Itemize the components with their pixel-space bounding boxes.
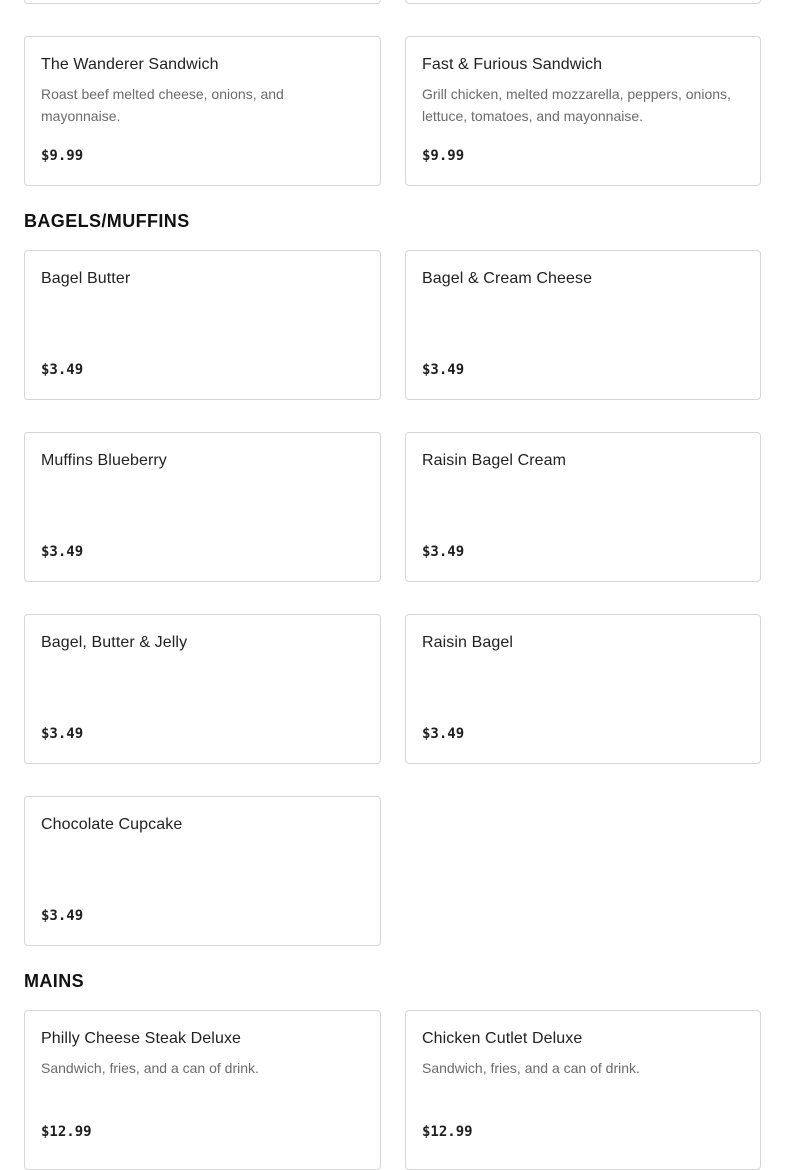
menu-item-price: $9.99 <box>41 148 84 164</box>
menu-item-name: Bagel, Butter & Jelly <box>41 634 188 651</box>
menu-item-name: Philly Cheese Steak Deluxe <box>41 1030 242 1047</box>
menu-item-card-bagel-butter-jelly[interactable] <box>24 614 381 764</box>
mains-grid <box>24 1010 761 1170</box>
menu-item-price: $3.49 <box>422 726 465 742</box>
menu-item-name: Raisin Bagel Cream <box>422 452 567 469</box>
menu-item-price: $12.99 <box>422 1124 473 1140</box>
menu-item-description: Sandwich, fries, and a can of drink. <box>41 1060 259 1076</box>
menu-item-name: Fast & Furious Sandwich <box>422 56 603 73</box>
menu-item-description: Sandwich, fries, and a can of drink. <box>422 1060 640 1076</box>
menu-item-description: Grill chicken, melted mozzarella, peppers, onions, lettuce, tomatoes, and mayonnaise. <box>422 86 731 124</box>
menu-item-description: Roast beef melted cheese, onions, and mayonnaise. <box>41 86 284 124</box>
menu-item-card-fast-furious-sandwich[interactable] <box>405 36 761 186</box>
menu-item-price: $3.49 <box>422 544 465 560</box>
menu-item-name: Muffins Blueberry <box>41 452 167 469</box>
menu-item-name: Bagel Butter <box>41 270 131 287</box>
menu-item-card-chocolate-cupcake[interactable] <box>24 796 381 946</box>
menu-item-card-raisin-bagel-cream[interactable] <box>405 432 761 582</box>
bagels-muffins-grid <box>24 250 761 946</box>
menu-item-card-chicken-cutlet-deluxe[interactable] <box>405 1010 761 1170</box>
menu-item-price: $3.49 <box>41 726 84 742</box>
menu-item-price: $9.99 <box>422 148 465 164</box>
menu-item-card-partial[interactable] <box>24 0 381 4</box>
menu-item-price: $12.99 <box>41 1124 92 1140</box>
menu-item-card-wanderer-sandwich[interactable] <box>24 36 381 186</box>
menu-item-card-raisin-bagel[interactable] <box>405 614 761 764</box>
menu-item-name: The Wanderer Sandwich <box>41 56 219 73</box>
menu-item-price: $3.49 <box>422 362 465 378</box>
menu-item-card-partial[interactable] <box>405 0 761 4</box>
section-heading-mains: MAINS <box>24 971 84 991</box>
menu-item-card-philly-cheese-steak-deluxe[interactable] <box>24 1010 381 1170</box>
menu-item-price: $3.49 <box>41 908 84 924</box>
menu-item-price: $3.49 <box>41 362 84 378</box>
menu-item-name: Raisin Bagel <box>422 634 514 651</box>
menu-item-name: Bagel & Cream Cheese <box>422 270 593 287</box>
menu-item-name: Chocolate Cupcake <box>41 816 183 833</box>
menu-item-card-bagel-butter[interactable] <box>24 250 381 400</box>
menu-item-card-muffins-blueberry[interactable] <box>24 432 381 582</box>
section-heading-bagels-muffins: BAGELS/MUFFINS <box>24 211 190 231</box>
menu-item-price: $3.49 <box>41 544 84 560</box>
menu-item-card-bagel-cream-cheese[interactable] <box>405 250 761 400</box>
sandwiches-grid <box>24 36 761 186</box>
menu-item-name: Chicken Cutlet Deluxe <box>422 1030 583 1047</box>
